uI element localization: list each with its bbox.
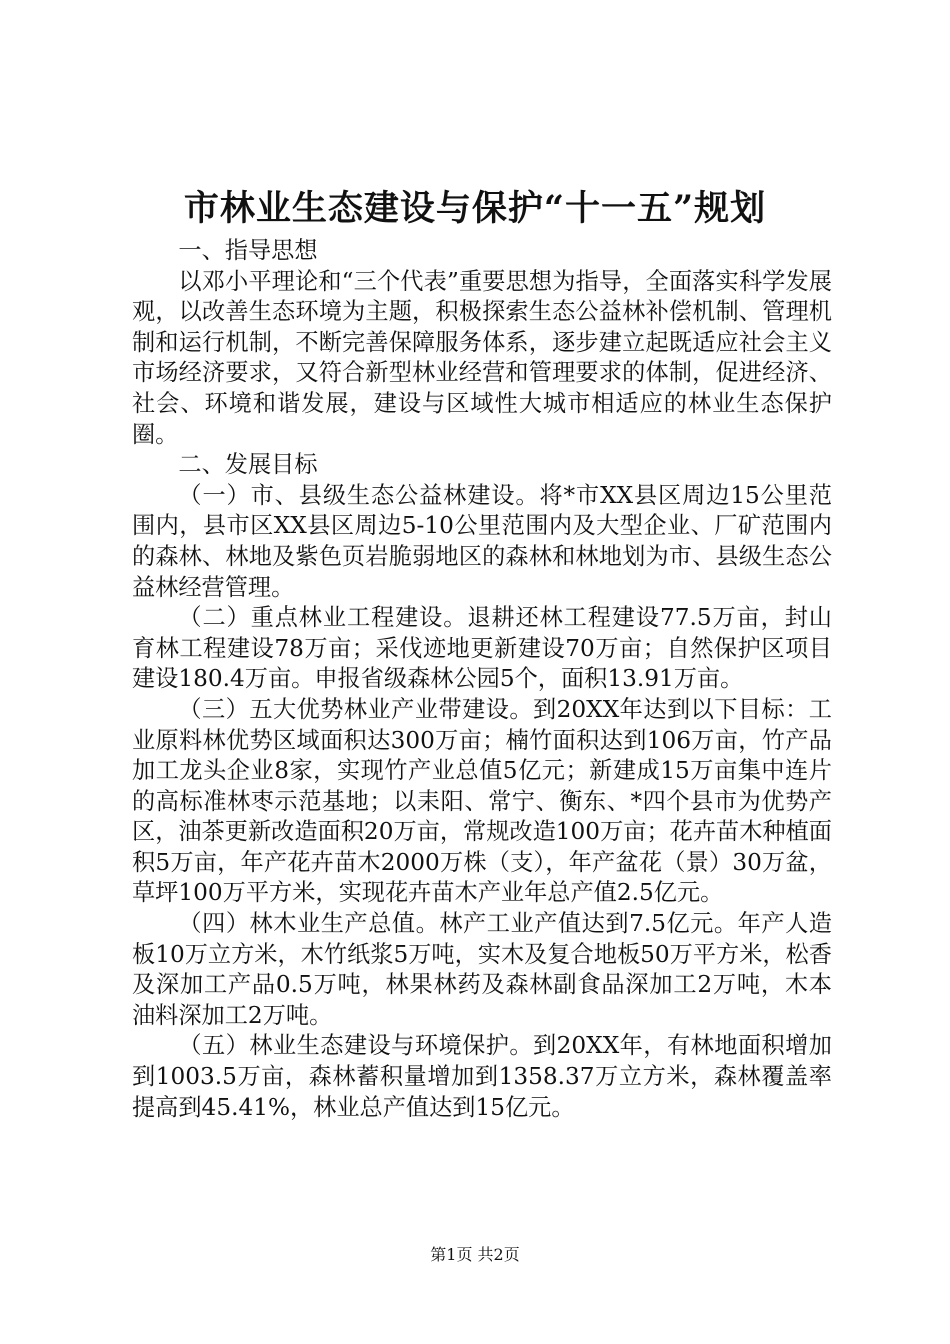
paragraph-goal-1: （一）市、县级生态公益林建设。将*市XX县区周边15公里范围内，县市区XX县区周边5-10公里范围内及大型企业、厂矿范围内的森林、林地及紫色页岩脆弱地区的森林和林地划为市、县级生态公益林经营管理。 bbox=[132, 481, 832, 601]
paragraph-goal-5: （五）林业生态建设与环境保护。到20XX年，有林地面积增加到1003.5万亩，森林蓄积量增加到1358.37万立方米，森林覆盖率提高到45.41%，林业总产值达到15亿元。 bbox=[132, 1032, 832, 1121]
document-body bbox=[132, 236, 832, 1123]
paragraph-guiding-ideology: 以邓小平理论和“三个代表”重要思想为指导，全面落实科学发展观，以改善生态环境为主题，积极探索生态公益林补偿机制、管理机制和运行机制，不断完善保障服务体系，逐步建立起既适应社会主义市场经济要求，又符合新型林业经营和管理要求的体制，促进经济、社会、环境和谐发展，建设与区域性大城市相适应的林业生态保护圈。 bbox=[132, 267, 832, 448]
paragraph-goal-4: （四）林木业生产总值。林产工业产值达到7.5亿元。年产人造板10万立方米，木竹纸浆5万吨，实木及复合地板50万平方米，松香及深加工产品0.5万吨，林果林药及森林副食品深加工2万吨，木本油料深加工2万吨。 bbox=[132, 910, 832, 1029]
section-heading-guiding-ideology: 一、指导思想 bbox=[178, 237, 318, 264]
section-heading-development-goals: 二、发展目标 bbox=[178, 451, 318, 479]
paragraph-goal-3: （三）五大优势林业产业带建设。到20XX年达到以下目标：工业原料林优势区域面积达300万亩；楠竹面积达到106万亩，竹产品加工龙头企业8家，实现竹产业总值5亿元；新建成15万亩集中连片的高标准林枣示范基地；以耒阳、常宁、衡东、*四个县市为优势产区，油茶更新改造面积20万亩，常规改造100万亩；花卉苗木种植面积5万亩，年产花卉苗木2000万株（支），年产盆花（景）30万盆，草坪100万平方米，实现花卉苗木产业年总产值2.5亿元。 bbox=[132, 695, 832, 907]
document-title: 市林业生态建设与保护“十一五”规划 bbox=[183, 188, 767, 229]
page-number-footer: 第1页 共2页 bbox=[430, 1245, 520, 1264]
paragraph-goal-2: （二）重点林业工程建设。退耕还林工程建设77.5万亩，封山育林工程建设78万亩；采伐迹地更新建设70万亩；自然保护区项目建设180.4万亩。申报省级森林公园5个，面积13.91万亩。 bbox=[132, 604, 832, 693]
